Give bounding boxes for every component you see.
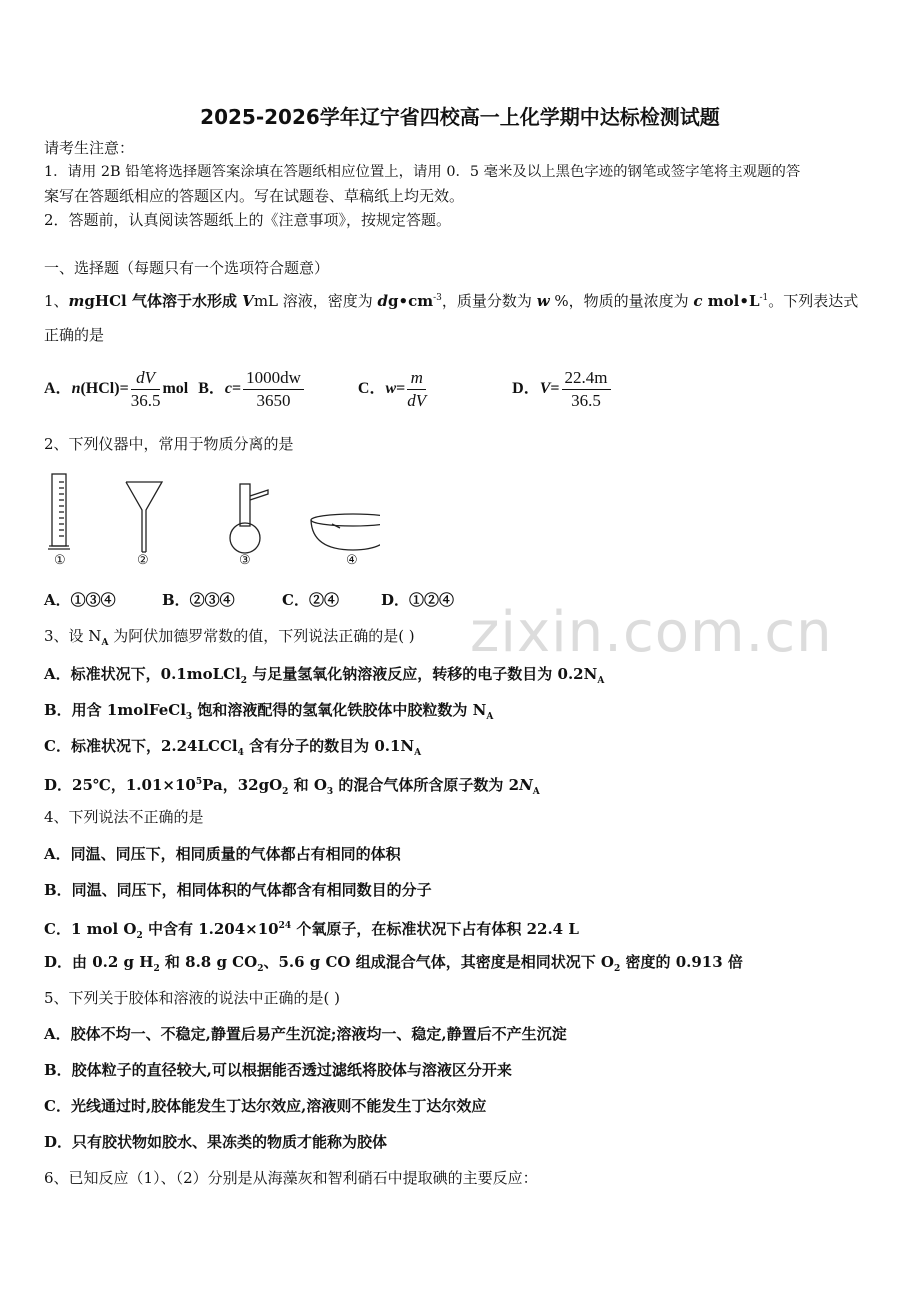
option-c: C．w= $\frac{m}{dV}$ (357, 367, 427, 410)
q5-option-d: D．只有胶状物如胶水、果冻类的物质才能称为胶体 (44, 1133, 388, 1151)
figure-label-1: ① (54, 553, 66, 568)
q5-option-b: B．胶体粒子的直径较大,可以根据能否透过滤纸将胶体与溶液区分开来 (44, 1061, 512, 1079)
q4-option-a: A．同温、同压下，相同质量的气体都占有相同的体积 (44, 845, 401, 863)
option-b: B．c= $\frac{1000dw}{3650}$ (198, 380, 306, 397)
q2-option-c: C．②④ (282, 591, 339, 609)
q3-option-b: B．用含 1molFeCl$_3$ 饱和溶液配得的氢氧化铁胶体中胶粒数为 $N_A$ (44, 701, 494, 722)
notice-item-1: 1．请用 2B 铅笔将选择题答案涂填在答题纸相应位置上，请用 0．5 毫米及以上黑色字迹的钢笔或签字笔将主观题的答 (44, 164, 801, 180)
option-a: A．n(HCl)= $\frac{dV}{36.5}$ mol (44, 367, 189, 410)
question-4-stem: 4、下列说法不正确的是 (44, 808, 204, 826)
notice-item-2: 2．答题前，认真阅读答题纸上的《注意事项》，按规定答题。 (44, 211, 452, 229)
question-2-stem: 2、下列仪器中，常用于物质分离的是 (44, 435, 294, 453)
q4-option-d: D．由 0.2 g $H_2$ 和 8.8 g $CO_2$、5.6 g CO 组成混合气体，其密度是相同状况下 $O_2$ 密度的 0.913 倍 (44, 953, 743, 974)
notice-item-1-cont: 案写在答题纸相应的答题区内。写在试题卷、草稿纸上均无效。 (44, 187, 465, 205)
notice-heading: 请考生注意： (44, 139, 135, 157)
question-1-options (44, 364, 613, 414)
q5-option-c: C．光线通过时,胶体能发生丁达尔效应,溶液则不能发生丁达尔效应 (44, 1097, 487, 1115)
question-6-stem: 6、已知反应（1）、（2）分别是从海藻灰和智利硝石中提取碘的主要反应： (44, 1169, 538, 1187)
q2-option-b: B．②③④ (162, 591, 235, 609)
question-5-stem: 5、下列关于胶体和溶液的说法中正确的是( ) (44, 989, 341, 1007)
page-title: 2025-2026学年辽宁省四校高一上化学期中达标检测试题 (200, 105, 720, 129)
figure-label-2: ② (137, 553, 149, 568)
question-1-stem: 1、mgHCl 气体溶于水形成 VmL 溶液，密度为 $dg•cm^{-3}$，质量分数为 w %，物质的量浓度为 c $mol•L^{-1}$。下列表达式 (44, 292, 859, 310)
evaporating-dish-icon (311, 514, 380, 550)
funnel-icon (126, 482, 162, 552)
graduated-cylinder-icon (48, 474, 70, 549)
question-3-stem: 3、设 $N_A$ 为阿伏加德罗常数的值，下列说法正确的是( ) (44, 627, 415, 648)
q3-option-a: A．标准状况下，0.1moLCl$_2$ 与足量氢氧化钠溶液反应，转移的电子数目为 $0.2N_A$ (44, 665, 605, 686)
apparatus-figure (40, 468, 380, 572)
q5-option-a: A．胶体不均一、不稳定,静置后易产生沉淀;溶液均一、稳定,静置后不产生沉淀 (44, 1025, 567, 1043)
q3-option-d: D．25℃，$1.01\times 10^5Pa$，$32gO_2$ 和 $O_3$ 的混合气体所含原子数为 $2N_A$ (44, 776, 540, 797)
q4-option-c: C．1 mol $O_2$ 中含有 $1.204\times 10^{24}$ 个氧原子，在标准状况下占有体积 22.4 L (44, 920, 579, 941)
q3-option-c: C．标准状况下，2.24LCCl$_4$ 含有分子的数目为 $0.1N_A$ (44, 737, 422, 758)
figure-label-4: ④ (346, 553, 358, 568)
q2-option-d: D．①②④ (381, 591, 455, 609)
q4-option-b: B．同温、同压下，相同体积的气体都含有相同数目的分子 (44, 881, 432, 899)
q2-option-a: A．①③④ (44, 591, 116, 609)
figure-label-3: ③ (239, 553, 251, 568)
option-d: D．V= $\frac{22.4m}{36.5}$ (512, 380, 612, 397)
question-1-stem-cont: 正确的是 (44, 326, 105, 344)
watermark: zixin.com.cn (470, 600, 833, 665)
section-heading: 一、选择题（每题只有一个选项符合题意） (44, 259, 330, 277)
distillation-flask-icon (230, 484, 268, 553)
